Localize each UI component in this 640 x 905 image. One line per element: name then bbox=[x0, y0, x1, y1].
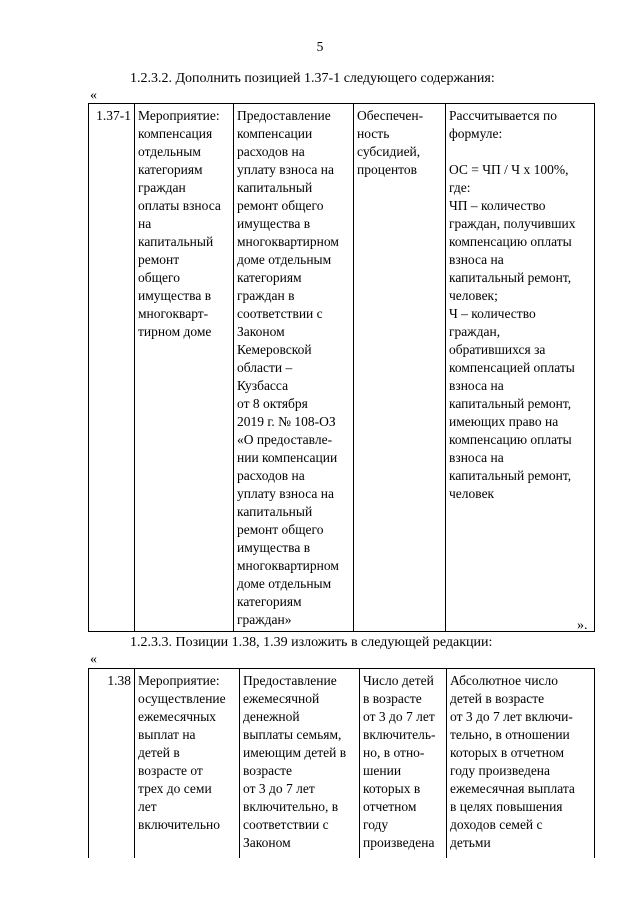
indicator-cell: Предоставление ежемесячной денежной выплаты семьям, имеющим детей в возрасте от 3 до 7 лет включительно, в соответствии с Законом bbox=[240, 669, 360, 859]
page-number: 5 bbox=[316, 39, 324, 54]
indicator-table-1-38 bbox=[88, 668, 595, 858]
event-cell: Мероприятие: осуществление ежемесячных выплат на детей в возрасте от трех до семи лет включительно bbox=[135, 669, 240, 859]
opening-quote-2: « bbox=[90, 652, 97, 667]
section-heading-1-2-3-2: 1.2.3.2. Дополнить позицией 1.37-1 следующего содержания: bbox=[130, 71, 495, 86]
unit-cell: Число детей в возрасте от 3 до 7 лет включитель- но, в отно- шении которых в отчетном году произведена bbox=[360, 669, 447, 859]
indicator-table-1-37-1 bbox=[88, 103, 595, 632]
opening-quote: « bbox=[90, 88, 97, 103]
section-heading-1-2-3-3: 1.2.3.3. Позиции 1.38, 1.39 изложить в следующей редакции: bbox=[130, 635, 493, 650]
closing-quote: ». bbox=[577, 618, 588, 633]
formula-cell: Рассчитывается по формуле: ОС = ЧП / Ч х 100%, где: ЧП – количество граждан, получивших компенсацию оплаты взноса на капитальный ремонт, человек; Ч – количество граждан, обратившихся за компенсацией оплаты взноса на капитальный ремонт, имеющих право на компенсацию оплаты взноса на капитальный ремонт, человек bbox=[446, 104, 595, 632]
table-row bbox=[89, 669, 595, 859]
formula-cell: Абсолютное число детей в возрасте от 3 до 7 лет включи- тельно, в отношении которых в отчетном году произведена ежемесячная выплата в целях повышения доходов семей с детьми bbox=[447, 669, 595, 859]
row-number-cell: 1.37-1 bbox=[89, 104, 135, 632]
indicator-cell: Предоставление компенсации расходов на уплату взноса на капитальный ремонт общего имущества в многоквартирном доме отдельным категориям граждан в соответствии с Законом Кемеровской области – Кузбасса от 8 октября 2019 г. № 108-ОЗ «О предоставле- нии компенсации расходов на уплату взноса на капитальный ремонт общего имущества в многоквартирном доме отдельным категориям граждан» bbox=[234, 104, 354, 632]
row-number-cell: 1.38 bbox=[89, 669, 135, 859]
table-row bbox=[89, 104, 595, 632]
event-cell: Мероприятие: компенсация отдельным категориям граждан оплаты взноса на капитальный ремонт общего имущества в многокварт- тирном доме bbox=[135, 104, 234, 632]
unit-cell: Обеспечен- ность субсидией, процентов bbox=[354, 104, 446, 632]
